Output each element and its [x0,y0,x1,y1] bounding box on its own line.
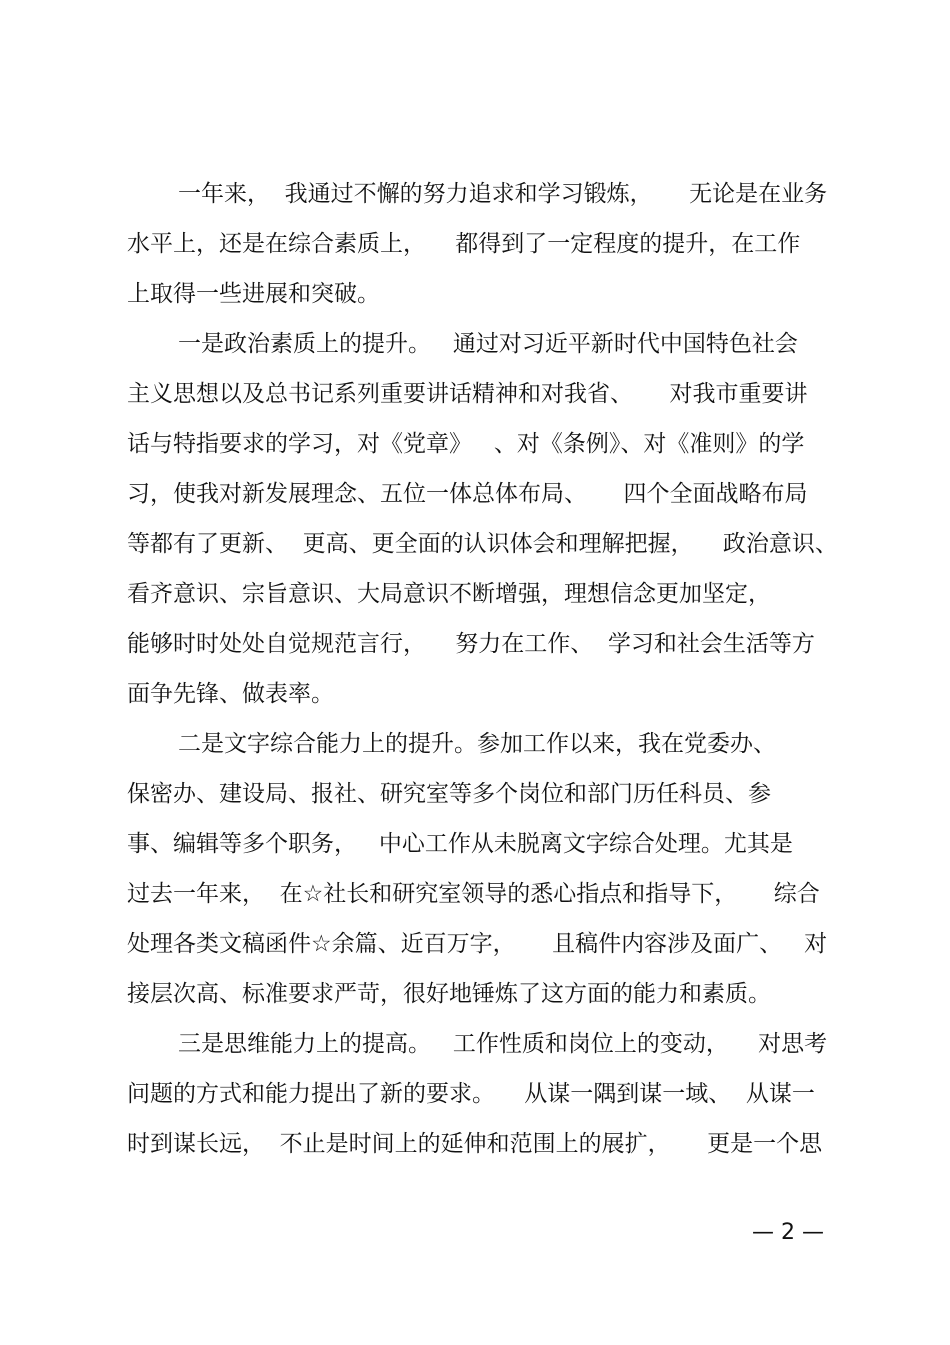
text-line: 处理各类文稿函件☆余篇、近百万字， 且稿件内容涉及面广、 对 [127,931,828,957]
text-line: 保密办、建设局、报社、研究室等多个岗位和部门历任科员、参 [127,781,771,807]
text-line: 过去一年来， 在☆社长和研究室领导的悉心指点和指导下， 综合 [127,881,820,907]
text-line: 面争先锋、做表率。 [127,681,334,707]
text-line: 主义思想以及总书记系列重要讲话精神和对我省、 对我市重要讲 [127,381,808,407]
text-line: 看齐意识、宗旨意识、大局意识不断增强，理想信念更加坚定， [127,581,771,607]
text-line: 接层次高、标准要求严苛，很好地锤炼了这方面的能力和素质。 [127,981,771,1007]
text-line: 三是思维能力上的提高。 工作性质和岗位上的变动， 对思考 [178,1031,828,1057]
text-line: 时到谋长远， 不止是时间上的延伸和范围上的展扩， 更是一个思 [127,1131,823,1157]
text-line: 一是政治素质上的提升。 通过对习近平新时代中国特色社会 [178,331,798,357]
text-line: 二是文字综合能力上的提升。参加工作以来，我在党委办、 [178,731,776,757]
text-line: 水平上，还是在综合素质上， 都得到了一定程度的提升，在工作 [127,231,801,257]
text-line: 习，使我对新发展理念、五位一体总体布局、 四个全面战略布局 [127,481,808,507]
text-line: 一年来， 我通过不懈的努力追求和学习锻炼， 无论是在业务 [178,181,828,207]
text-line: 话与特指要求的学习，对《党章》 、对《条例》、对《准则》的学 [127,431,805,457]
text-line: 上取得一些进展和突破。 [127,281,380,307]
page-number: — 2 — [752,1220,824,1245]
text-line: 能够时时处处自觉规范言行， 努力在工作、 学习和社会生活等方 [127,631,815,657]
text-line: 等都有了更新、 更高、更全面的认识体会和理解把握， 政治意识、 [127,531,838,557]
text-line: 事、编辑等多个职务， 中心工作从未脱离文字综合处理。尤其是 [127,831,793,857]
text-line: 问题的方式和能力提出了新的要求。 从谋一隅到谋一域、 从谋一 [127,1081,815,1107]
